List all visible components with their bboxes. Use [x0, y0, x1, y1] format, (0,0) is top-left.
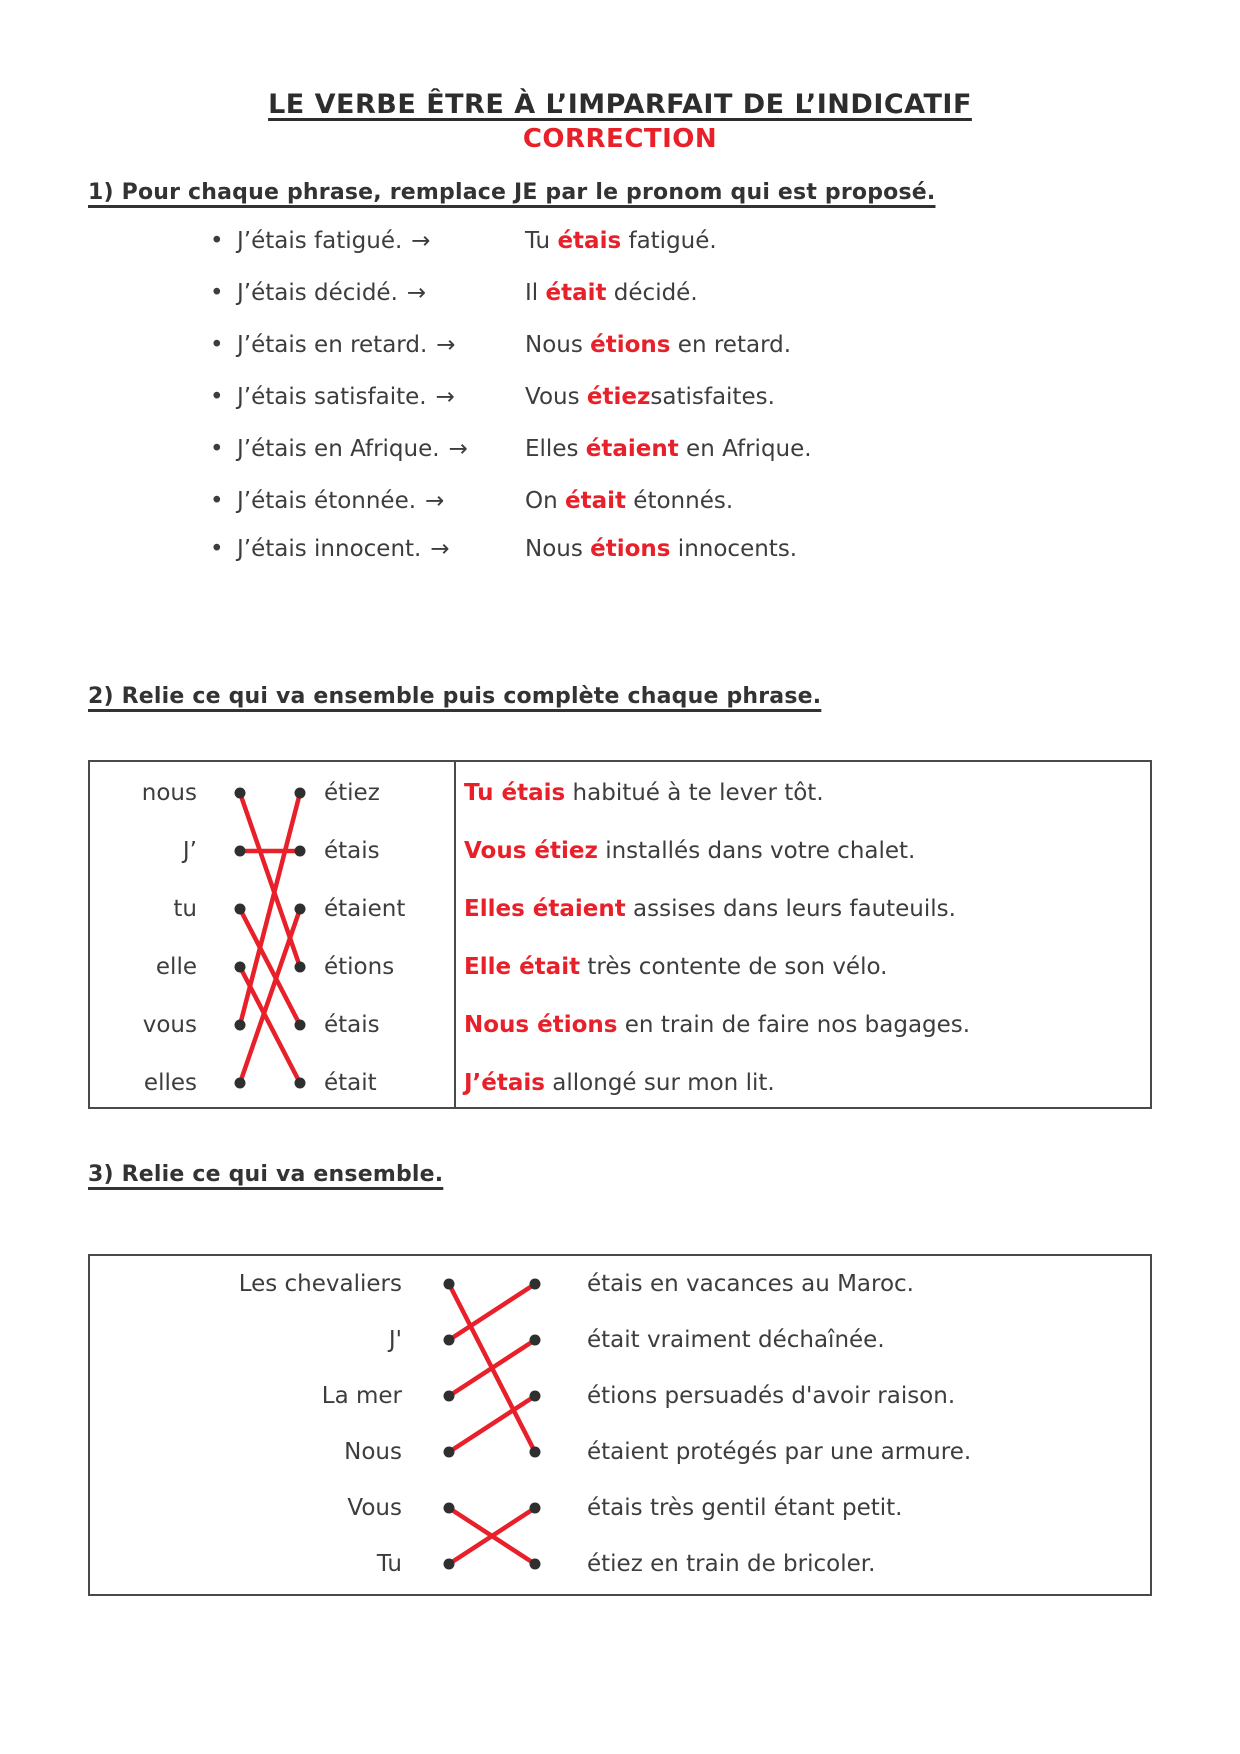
answer-pronoun: Tu — [525, 228, 558, 254]
completed-sentence: Elles étaient assises dans leurs fauteuils. — [464, 896, 956, 922]
answer-verb: étais — [557, 228, 622, 254]
answer-verb: étiez — [586, 384, 651, 410]
answer-rest: innocents. — [670, 536, 798, 562]
match2-right-label: étais — [324, 838, 380, 864]
exercise3-heading: 3) Relie ce qui va ensemble. — [88, 1162, 444, 1187]
match3-right-label: étions persuadés d'avoir raison. — [587, 1383, 956, 1409]
exercise1-phrase: J’étais satisfaite. — [237, 384, 427, 410]
exercise1-item — [0, 433, 1240, 465]
arrow-right-icon: → — [448, 436, 468, 462]
bullet-icon: • — [210, 280, 224, 306]
exercise1-heading: 1) Pour chaque phrase, remplace JE par le pronom qui est proposé. — [88, 180, 936, 205]
match2-lines — [90, 762, 455, 1107]
arrow-right-icon: → — [436, 332, 456, 358]
match3-left-label: Les chevaliers — [238, 1271, 402, 1297]
bullet-icon: • — [210, 488, 224, 514]
answer-pronoun: Il — [525, 280, 546, 306]
arrow-right-icon: → — [425, 488, 445, 514]
exercise1-phrase: J’étais décidé. — [237, 280, 398, 306]
match3-right-label: étais très gentil étant petit. — [587, 1495, 903, 1521]
match3-right-label: étaient protégés par une armure. — [587, 1439, 972, 1465]
match2-right-label: étions — [324, 954, 395, 980]
bullet-icon: • — [210, 536, 224, 562]
arrow-right-icon: → — [430, 536, 450, 562]
match3-left-label: J' — [388, 1327, 402, 1353]
completed-sentence: J’étais allongé sur mon lit. — [464, 1070, 775, 1096]
exercise1-item — [0, 533, 1240, 565]
answer-rest: étonnés. — [626, 488, 734, 514]
exercise3-box — [88, 1254, 1152, 1596]
exercise1-item — [0, 225, 1240, 257]
arrow-right-icon: → — [411, 228, 431, 254]
completed-sentence: Tu étais habitué à te lever tôt. — [464, 780, 824, 806]
exercise1-item — [0, 277, 1240, 309]
exercise2-heading: 2) Relie ce qui va ensemble puis complète chaque phrase. — [88, 684, 822, 709]
bullet-icon: • — [210, 332, 224, 358]
answer-verb: étions — [590, 332, 671, 358]
arrow-right-icon: → — [435, 384, 455, 410]
answer-pronoun: Nous — [525, 536, 591, 562]
answer-rest: satisfaites. — [650, 384, 775, 410]
answer-rest: en Afrique. — [678, 436, 812, 462]
exercise1-phrase: J’étais en Afrique. — [237, 436, 440, 462]
exercise1-phrase: J’étais étonnée. — [237, 488, 417, 514]
match2-left-label: nous — [141, 780, 197, 806]
answer-rest: en retard. — [670, 332, 792, 358]
match2-right-label: étaient — [324, 896, 406, 922]
match3-right-label: étiez en train de bricoler. — [587, 1551, 876, 1577]
answer-rest: décidé. — [606, 280, 698, 306]
completed-sentence: Vous étiez installés dans votre chalet. — [464, 838, 916, 864]
answer-pronoun: Nous — [525, 332, 591, 358]
page-title: LE VERBE ÊTRE À L’IMPARFAIT DE L’INDICATIF — [268, 89, 972, 120]
match2-left-label: vous — [142, 1012, 197, 1038]
match2-left-label: elles — [143, 1070, 197, 1096]
match3-right-label: étais en vacances au Maroc. — [587, 1271, 914, 1297]
bullet-icon: • — [210, 228, 224, 254]
bullet-icon: • — [210, 384, 224, 410]
title-block — [0, 88, 1240, 156]
bullet-icon: • — [210, 436, 224, 462]
match2-left-label: elle — [155, 954, 197, 980]
match3-lines — [90, 1256, 1146, 1590]
correction-label: CORRECTION — [522, 124, 718, 154]
match3-left-label: Nous — [344, 1439, 402, 1465]
exercise1-item — [0, 381, 1240, 413]
exercise1-phrase: J’étais en retard. — [237, 332, 428, 358]
match3-right-label: était vraiment déchaînée. — [587, 1327, 885, 1353]
match3-left-label: La mer — [321, 1383, 402, 1409]
answer-verb: était — [545, 280, 607, 306]
answer-pronoun: Elles — [525, 436, 586, 462]
match2-right-label: étais — [324, 1012, 380, 1038]
answer-verb: étaient — [585, 436, 679, 462]
arrow-right-icon: → — [406, 280, 427, 306]
match3-left-label: Vous — [347, 1495, 402, 1521]
exercise2-box — [88, 760, 1152, 1109]
answer-verb: était — [565, 488, 626, 514]
completed-sentence: Nous étions en train de faire nos bagages. — [464, 1012, 971, 1038]
match3-left-label: Tu — [376, 1551, 402, 1577]
exercise1-phrase: J’étais innocent. — [237, 536, 422, 562]
answer-rest: fatigué. — [621, 228, 717, 254]
exercise1-item — [0, 329, 1240, 361]
completed-sentence: Elle était très contente de son vélo. — [464, 954, 888, 980]
answer-verb: étions — [590, 536, 671, 562]
box-divider — [454, 762, 456, 1107]
answer-pronoun: On — [525, 488, 565, 514]
match2-left-label: J’ — [182, 838, 197, 864]
match2-left-label: tu — [173, 896, 197, 922]
match2-right-label: étiez — [324, 780, 380, 806]
answer-pronoun: Vous — [525, 384, 587, 410]
exercise1-phrase: J’étais fatigué. — [237, 228, 403, 254]
exercise1-item — [0, 485, 1240, 517]
match2-right-label: était — [324, 1070, 377, 1096]
